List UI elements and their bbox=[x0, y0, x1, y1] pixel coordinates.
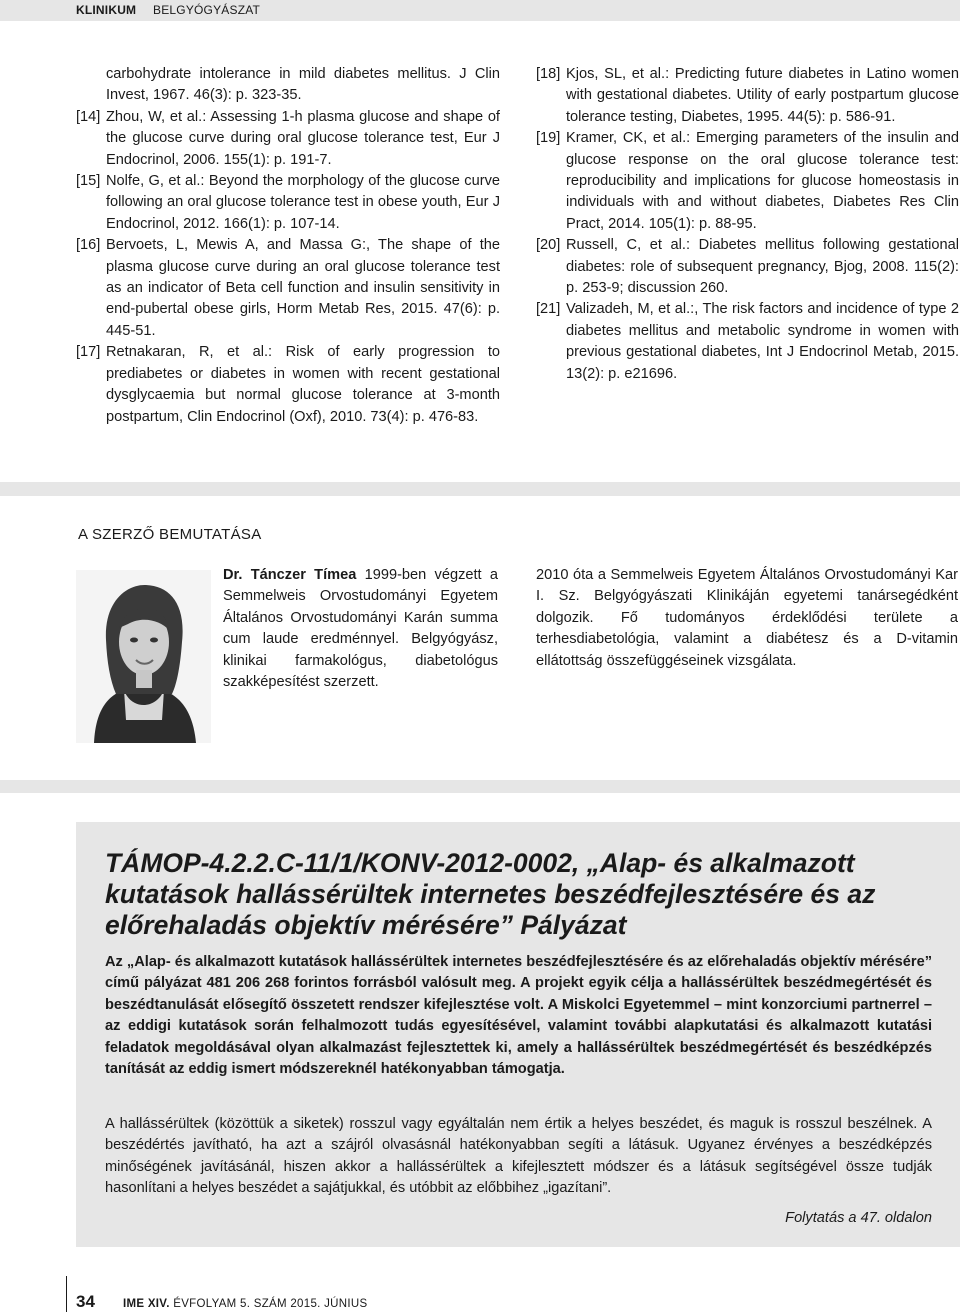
reference-text: Retnakaran, R, et al.: Risk of early progression to prediabetes or diabetes in women with recent gestational dysglycaemia but normal glucose tolerance at 3-month postpartum, Clin Endocrinol (Oxf), 2010. 73(4): p. 476-83. bbox=[106, 344, 500, 425]
project-title: TÁMOP-4.2.2.C-11/1/KONV-2012-0002, „Alap- és alkalmazott kutatások hallássérültek internetes beszédfejlesztésére és az előrehaladás objektív mérésére” Pályázat bbox=[105, 848, 876, 940]
references-left-column bbox=[76, 64, 500, 428]
reference-text: Valizadeh, M, et al.:, The risk factors and incidence of type 2 diabetes mellitus and metabolic syndrome in women with previous gestational diabetes, Int J Endocrinol Metab, 2015. 13(2): p. e21696. bbox=[566, 301, 959, 382]
journal-name: IME XIV. bbox=[123, 1298, 170, 1310]
reference-item bbox=[536, 64, 959, 128]
reference-text: Kramer, CK, et al.: Emerging parameters of the insulin and glucose response on the oral glucose tolerance test: reproducibility and implications for glucose homeostasis in individuals with and without diabetes, Diabetes Res Clin Pract, 2014. 105(1): p. 88-95. bbox=[566, 130, 959, 232]
author-name: Dr. Tánczer Tímea bbox=[223, 567, 357, 583]
project-lead-paragraph: Az „Alap- és alkalmazott kutatások hallássérültek internetes beszédfejlesztésére és az előrehaladás objektív mérésére” című pályázat 481 206 268 forintos forrásból valósult meg. A projekt egyik célja a hallássérültek beszédmegértését és beszédtanulását elősegítő összetett rendszer kifejlesztése volt. A Miskolci Egyetemmel – mint konzorciumi partnerrel – az eddigi kutatások során felhalmozott tudás egyesítésével, valamint további alapkutatási és alkalmazott kutatási feladatok megoldásával olyan alkalmazást fejlesztettek ki, amely a hallássérültek beszédmegértését és beszédképzés tanítását az eddig ismert módszereknél hatékonyabban támogatja. bbox=[105, 954, 932, 1078]
section-divider-band bbox=[0, 482, 960, 496]
continued-on-page-note: Folytatás a 47. oldalon bbox=[785, 1210, 932, 1226]
reference-continuation: carbohydrate intolerance in mild diabetes mellitus. J Clin Invest, 1967. 46(3): p. 323-35. bbox=[106, 66, 500, 104]
reference-key: [15] bbox=[76, 173, 101, 190]
reference-key: [20] bbox=[536, 237, 561, 254]
footer-rule bbox=[66, 1276, 67, 1312]
reference-key: [18] bbox=[536, 66, 561, 82]
reference-key: [19] bbox=[536, 130, 561, 147]
header-subsection: BELGYÓGYÁSZAT bbox=[153, 3, 261, 17]
project-body-paragraph: A hallássérültek (közöttük a siketek) rosszul vagy egyáltalán nem értik a helyes beszédet, és maguk is rosszul beszélnek. A beszédértés javítható, ha azt a szájról olvasásnál hatékonyabban segíti a látásuk. Ugyanez érvényes a beszédképzés minőségének javításánál, hiszen akkor a hallássérültek a kifejlesztett módszer és a látásuk segítségével össze tudják hasonlítani a helyes beszédet a sajátjukkal, és utóbbit az előbbihez „igazítani”. bbox=[105, 1116, 932, 1197]
reference-item bbox=[76, 235, 500, 342]
section-divider-band bbox=[0, 780, 960, 793]
author-portrait-image bbox=[76, 570, 211, 743]
reference-item bbox=[536, 299, 959, 385]
issue-info bbox=[123, 1298, 367, 1310]
reference-text: Kjos, SL, et al.: Predicting future diabetes in Latino women with gestational diabetes. Utility of early postpartum glucose tolerance testing, Diabetes, 1995. 44(5): p. 586-91. bbox=[566, 66, 959, 125]
reference-key: [16] bbox=[76, 237, 101, 254]
reference-key: [17] bbox=[76, 344, 101, 361]
reference-item bbox=[536, 235, 959, 299]
reference-item bbox=[76, 107, 500, 171]
author-photo bbox=[76, 570, 211, 743]
reference-key: [21] bbox=[536, 301, 561, 318]
author-bio-second: 2010 óta a Semmelweis Egyetem Általános Orvostudományi Kar I. Sz. Belgyógyászati Klinikáján egyetemi tanársegédként dolgozik. Fő tudományos érdeklődési területe a terhesdiabetológia, valamint a diabétesz és a D-vitamin ellátottság összefüggéseinek vizsgálata. bbox=[536, 567, 958, 669]
reference-key: [14] bbox=[76, 108, 101, 125]
reference-text: Bervoets, L, Mewis A, and Massa G:, The shape of the plasma glucose curve during an oral glucose tolerance test as an indicator of Beta cell function and insulin sensitivity in end-pubertal obese girls, Horm Metab Res, 2015. 47(6): p. 445-51. bbox=[106, 237, 500, 339]
reference-item bbox=[76, 171, 500, 235]
reference-text: Russell, C, et al.: Diabetes mellitus following gestational diabetes: role of subsequent pregnancy, Bjog, 2008. 115(2): p. 253-9; discussion 260. bbox=[566, 237, 959, 297]
header-section: KLINIKUM bbox=[76, 3, 137, 17]
author-bio-first bbox=[223, 565, 498, 693]
reference-item bbox=[536, 128, 959, 235]
reference-text: Nolfe, G, et al.: Beyond the morphology of the glucose curve following an oral glucose tolerance test in obese youth, Eur J Endocrinol, 2012. 166(1): p. 107-14. bbox=[106, 173, 500, 232]
running-header bbox=[0, 0, 960, 21]
issue-details: ÉVFOLYAM 5. SZÁM 2015. JÚNIUS bbox=[173, 1298, 368, 1310]
author-section-title: A SZERZŐ BEMUTATÁSA bbox=[78, 526, 262, 543]
reference-text: Zhou, W, et al.: Assessing 1-h plasma glucose and shape of the glucose curve during oral glucose tolerance test, Eur J Endocrinol, 2006. 155(1): p. 191-7. bbox=[106, 108, 500, 168]
reference-item bbox=[76, 342, 500, 428]
references-right-column bbox=[536, 64, 959, 385]
author-bio-text: 1999-ben végzett a Semmelweis Orvostudományi Egyetem Általános Orvostudományi Karán summa cum laude eredménnyel. Belgyógyász, klinikai farmakológus, diabetológus szakképesítést szerzett. bbox=[223, 567, 498, 691]
page-number: 34 bbox=[76, 1292, 95, 1311]
